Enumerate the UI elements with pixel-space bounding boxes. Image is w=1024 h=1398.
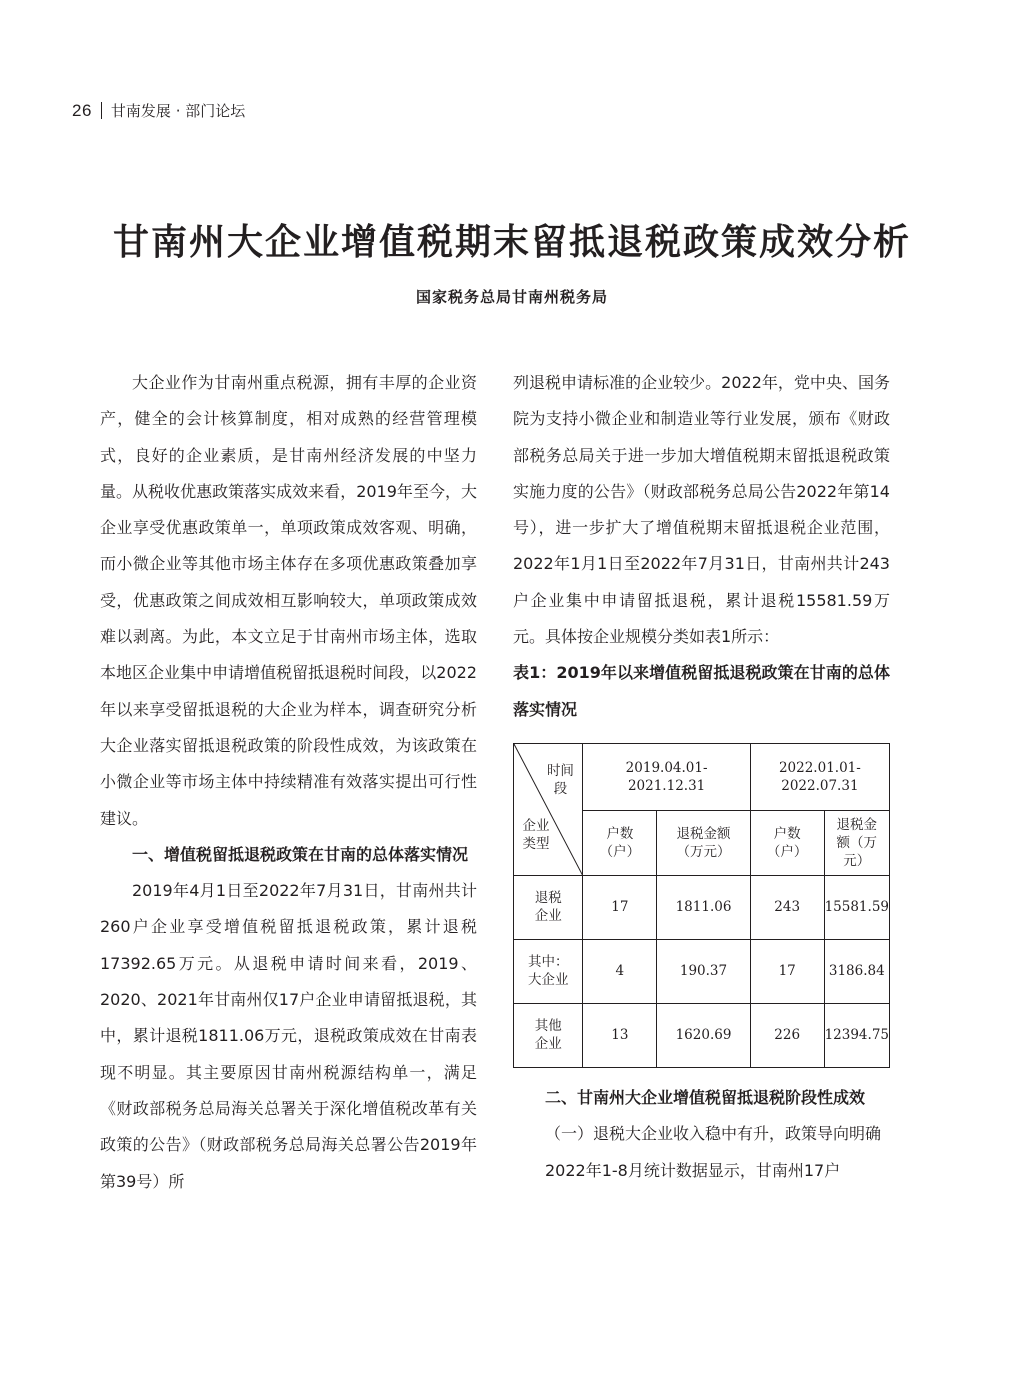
table-corner-cell [514, 743, 583, 875]
subsection-heading-1: （一）退税大企业收入稳中有升，政策导向明确 [545, 1124, 882, 1144]
section-name: 甘南发展 · 部门论坛 [110, 102, 246, 120]
table-cell: 4 [583, 939, 657, 1003]
section-heading-1: 一、增值税留抵退税政策在甘南的总体落实情况 [132, 844, 469, 864]
table-row [514, 875, 890, 939]
table-cell: 13 [583, 1003, 657, 1067]
tax-refund-table [513, 743, 890, 1068]
table-cell: 243 [750, 875, 824, 939]
table-caption: 表1：2019年以来增值税留抵退税政策在甘南的总体落实情况 [513, 663, 890, 719]
table-cell: 17 [750, 939, 824, 1003]
amount-header: 退税金额（万元） [657, 810, 751, 875]
table-cell: 1620.69 [657, 1003, 751, 1067]
article-title: 甘南州大企业增值税期末留抵退税政策成效分析 [112, 221, 911, 263]
table-cell: 1811.06 [657, 875, 751, 939]
amount-header: 退税金额（万元） [824, 810, 889, 875]
table-cell: 226 [750, 1003, 824, 1067]
page-number: 26 [72, 100, 92, 120]
table-row [514, 939, 890, 1003]
continued-paragraph: 列退税申请标准的企业较少。2022年，党中央、国务院为支持小微企业和制造业等行业发展，颁布《财政部税务总局关于进一步加大增值税期末留抵退税政策实施力度的公告》（财政部税务总局公告2022年第14号），进一步扩大了增值税期末留抵退税企业范围，2022年1月1日至2022年7月31日，甘南州共计243户企业集中申请留抵退税，累计退税15581.59万元。具体按企业规模分类如表1所示： [513, 373, 890, 647]
section-1-paragraph: 2019年4月1日至2022年7月31日，甘南州共计260户企业享受增值税留抵退税政策，累计退税17392.65万元。从退税申请时间来看，2019、2020、2021年甘南州仅17户企业申请留抵退税，其中，累计退税1811.06万元，退税政策成效在甘南表现不明显。其主要原因甘南州税源结构单一，满足《财政部税务总局海关总署关于深化增值税改革有关政策的公告》（财政部税务总局海关总署公告2019年第39号）所 [100, 881, 477, 1191]
row-label: 其他企业 [514, 1003, 583, 1067]
table-row [514, 1003, 890, 1067]
corner-label-period: 时间段 [546, 762, 574, 797]
subsection-1-paragraph: 2022年1-8月统计数据显示，甘南州17户 [545, 1160, 841, 1180]
row-label: 退税企业 [514, 875, 583, 939]
header-divider [101, 102, 102, 119]
left-column [100, 365, 477, 1200]
households-header: 户数（户） [583, 810, 657, 875]
table-cell: 15581.59 [824, 875, 889, 939]
period-header-2: 2022.01.01-2022.07.31 [750, 743, 889, 810]
section-heading-2: 二、甘南州大企业增值税留抵退税阶段性成效 [545, 1087, 866, 1107]
period-header-1: 2019.04.01-2021.12.31 [583, 743, 750, 810]
table-cell: 190.37 [657, 939, 751, 1003]
article-author: 国家税务总局甘南州税务局 [415, 288, 608, 306]
corner-label-type: 企业类型 [522, 817, 550, 852]
table-cell: 17 [583, 875, 657, 939]
row-label: 其中：大企业 [514, 939, 583, 1003]
table-cell: 3186.84 [824, 939, 889, 1003]
page-header [72, 100, 245, 121]
right-column [513, 365, 890, 1189]
table-cell: 12394.75 [824, 1003, 889, 1067]
intro-paragraph: 大企业作为甘南州重点税源，拥有丰厚的企业资产，健全的会计核算制度，相对成熟的经营管理模式，良好的企业素质，是甘南州经济发展的中坚力量。从税收优惠政策落实成效来看，2019年至今，大企业享受优惠政策单一，单项政策成效客观、明确，而小微企业等其他市场主体存在多项优惠政策叠加享受，优惠政策之间成效相互影响较大，单项政策成效难以剥离。为此，本文立足于甘南州市场主体，选取本地区企业集中申请增值税留抵退税时间段，以2022年以来享受留抵退税的大企业为样本，调查研究分析大企业落实留抵退税政策的阶段性成效，为该政策在小微企业等市场主体中持续精准有效落实提出可行性建议。 [100, 373, 477, 828]
households-header: 户数（户） [750, 810, 824, 875]
